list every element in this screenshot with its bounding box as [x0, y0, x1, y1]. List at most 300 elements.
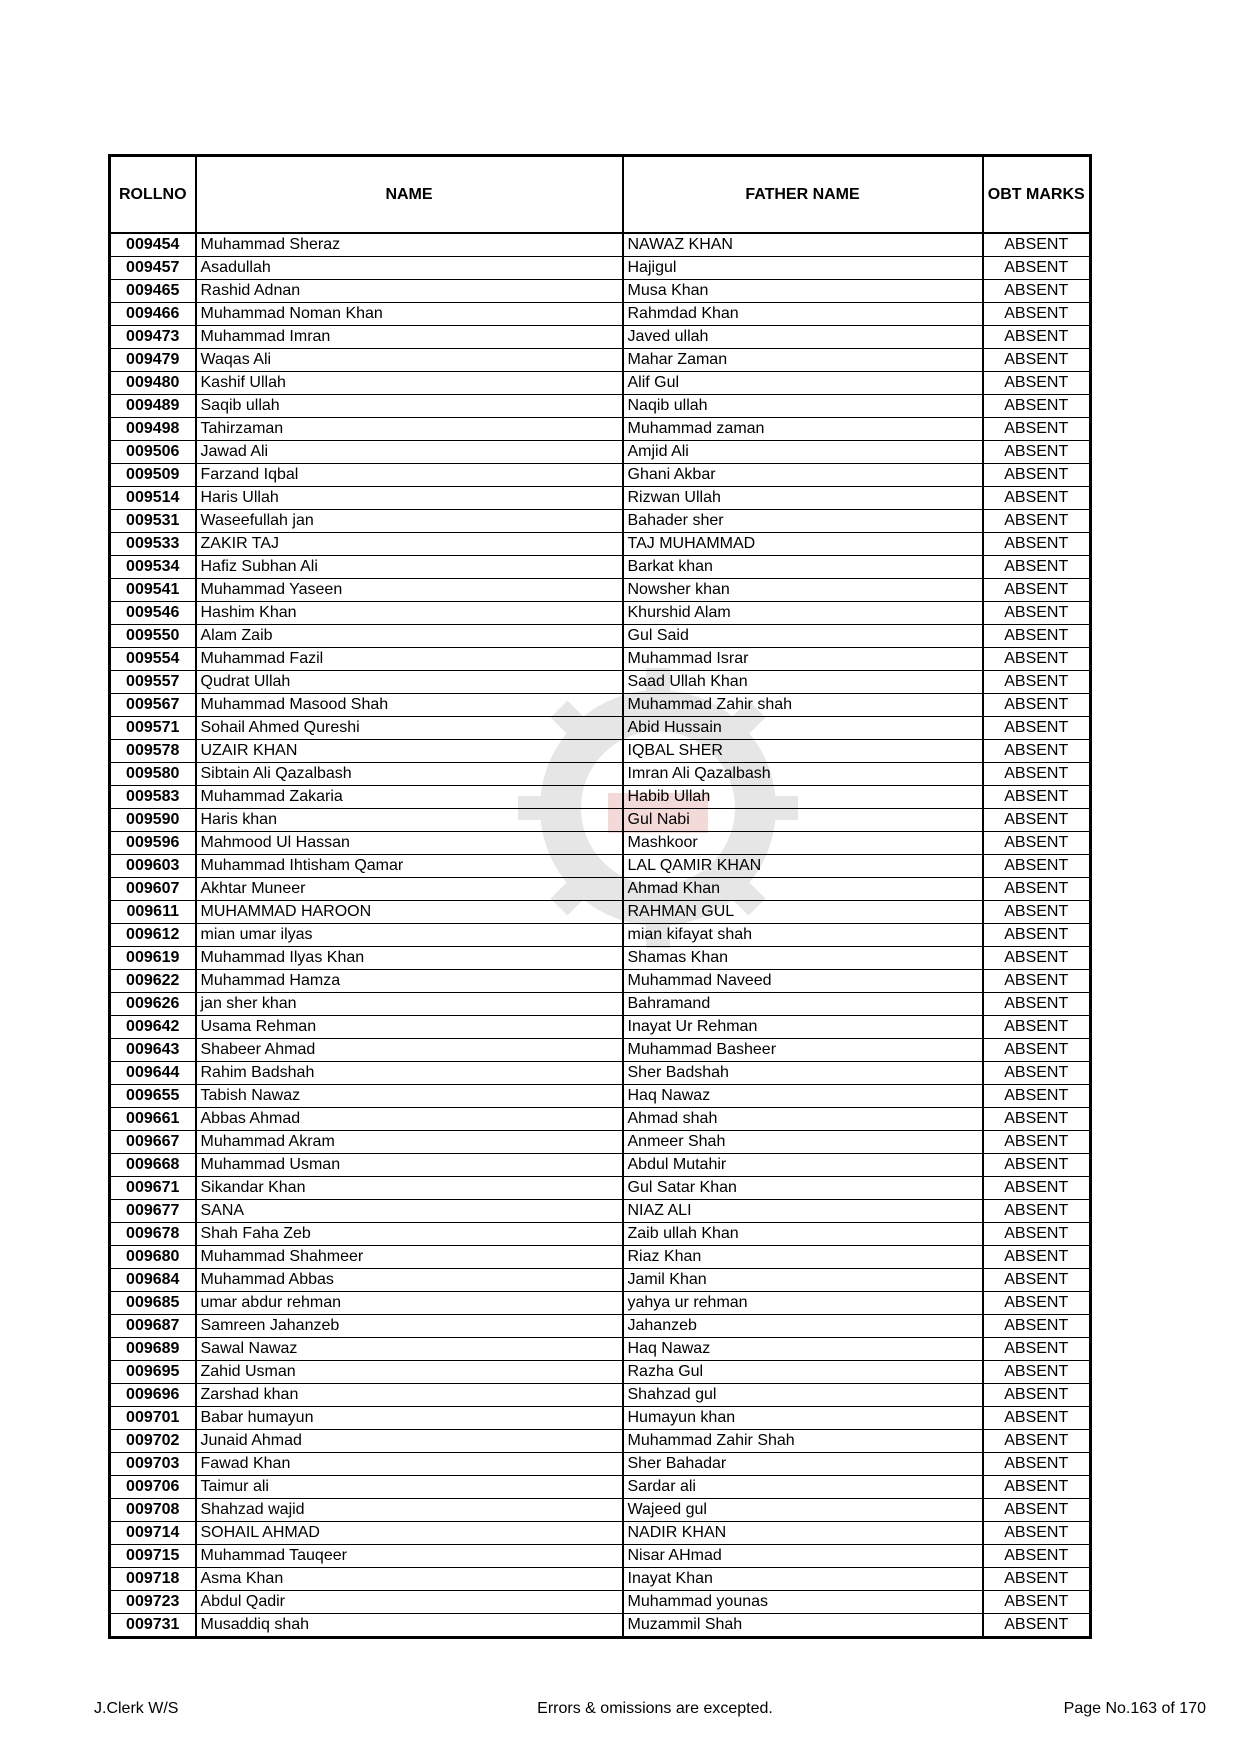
roll-no-cell: 009509: [110, 464, 196, 487]
father-name-cell: Habib Ullah: [623, 786, 983, 809]
table-row: [110, 1039, 1091, 1062]
student-name-cell: Hashim Khan: [196, 602, 623, 625]
table-row: [110, 1131, 1091, 1154]
table-row: [110, 487, 1091, 510]
father-name-cell: Muhammad zaman: [623, 418, 983, 441]
obt-marks-cell: ABSENT: [983, 1016, 1091, 1039]
table-row: [110, 648, 1091, 671]
student-name-cell: Sohail Ahmed Qureshi: [196, 717, 623, 740]
obt-marks-cell: ABSENT: [983, 1154, 1091, 1177]
roll-no-cell: 009473: [110, 326, 196, 349]
roll-no-cell: 009498: [110, 418, 196, 441]
roll-no-cell: 009687: [110, 1315, 196, 1338]
obt-marks-cell: ABSENT: [983, 1177, 1091, 1200]
roll-no-cell: 009534: [110, 556, 196, 579]
obt-marks-cell: ABSENT: [983, 326, 1091, 349]
father-name-cell: Zaib ullah Khan: [623, 1223, 983, 1246]
table-row: [110, 924, 1091, 947]
obt-marks-cell: ABSENT: [983, 487, 1091, 510]
obt-marks-cell: ABSENT: [983, 1131, 1091, 1154]
roll-no-cell: 009715: [110, 1545, 196, 1568]
table-row: [110, 395, 1091, 418]
student-name-cell: Mahmood Ul Hassan: [196, 832, 623, 855]
student-name-cell: Muhammad Fazil: [196, 648, 623, 671]
header-obt-marks: OBT MARKS: [983, 156, 1091, 234]
table-row: [110, 1085, 1091, 1108]
table-row: [110, 1177, 1091, 1200]
table-row: [110, 326, 1091, 349]
table-row: [110, 464, 1091, 487]
father-name-cell: mian kifayat shah: [623, 924, 983, 947]
student-name-cell: Waseefullah jan: [196, 510, 623, 533]
student-name-cell: Jawad Ali: [196, 441, 623, 464]
obt-marks-cell: ABSENT: [983, 1591, 1091, 1614]
father-name-cell: Wajeed gul: [623, 1499, 983, 1522]
obt-marks-cell: ABSENT: [983, 740, 1091, 763]
roll-no-cell: 009723: [110, 1591, 196, 1614]
roll-no-cell: 009619: [110, 947, 196, 970]
father-name-cell: Abdul Mutahir: [623, 1154, 983, 1177]
roll-no-cell: 009506: [110, 441, 196, 464]
obt-marks-cell: ABSENT: [983, 1062, 1091, 1085]
table-row: [110, 1476, 1091, 1499]
student-name-cell: Asma Khan: [196, 1568, 623, 1591]
table-row: [110, 372, 1091, 395]
student-name-cell: Samreen Jahanzeb: [196, 1315, 623, 1338]
student-name-cell: Muhammad Zakaria: [196, 786, 623, 809]
father-name-cell: Sher Badshah: [623, 1062, 983, 1085]
student-name-cell: Taimur ali: [196, 1476, 623, 1499]
student-name-cell: Sawal Nawaz: [196, 1338, 623, 1361]
roll-no-cell: 009480: [110, 372, 196, 395]
father-name-cell: Ahmad shah: [623, 1108, 983, 1131]
father-name-cell: Naqib ullah: [623, 395, 983, 418]
roll-no-cell: 009703: [110, 1453, 196, 1476]
roll-no-cell: 009671: [110, 1177, 196, 1200]
roll-no-cell: 009622: [110, 970, 196, 993]
father-name-cell: Riaz Khan: [623, 1246, 983, 1269]
student-name-cell: Shah Faha Zeb: [196, 1223, 623, 1246]
father-name-cell: Anmeer Shah: [623, 1131, 983, 1154]
table-row: [110, 763, 1091, 786]
father-name-cell: Muhammad Zahir shah: [623, 694, 983, 717]
student-name-cell: umar abdur rehman: [196, 1292, 623, 1315]
father-name-cell: Abid Hussain: [623, 717, 983, 740]
roll-no-cell: 009465: [110, 280, 196, 303]
father-name-cell: Mahar Zaman: [623, 349, 983, 372]
table-row: [110, 1591, 1091, 1614]
table-row: [110, 441, 1091, 464]
father-name-cell: Inayat Khan: [623, 1568, 983, 1591]
father-name-cell: Gul Said: [623, 625, 983, 648]
roll-no-cell: 009567: [110, 694, 196, 717]
table-row: [110, 579, 1091, 602]
student-name-cell: Tabish Nawaz: [196, 1085, 623, 1108]
obt-marks-cell: ABSENT: [983, 1430, 1091, 1453]
obt-marks-cell: ABSENT: [983, 1476, 1091, 1499]
student-name-cell: Alam Zaib: [196, 625, 623, 648]
father-name-cell: Bahader sher: [623, 510, 983, 533]
student-name-cell: Haris khan: [196, 809, 623, 832]
father-name-cell: Alif Gul: [623, 372, 983, 395]
roll-no-cell: 009603: [110, 855, 196, 878]
father-name-cell: Nisar AHmad: [623, 1545, 983, 1568]
obt-marks-cell: ABSENT: [983, 395, 1091, 418]
father-name-cell: RAHMAN GUL: [623, 901, 983, 924]
table-row: [110, 1269, 1091, 1292]
student-name-cell: Zarshad khan: [196, 1384, 623, 1407]
table-row: [110, 1338, 1091, 1361]
roll-no-cell: 009514: [110, 487, 196, 510]
student-name-cell: Muhammad Sheraz: [196, 233, 623, 257]
table-row: [110, 1200, 1091, 1223]
table-row: [110, 510, 1091, 533]
student-name-cell: Fawad Khan: [196, 1453, 623, 1476]
obt-marks-cell: ABSENT: [983, 1614, 1091, 1638]
footer-page-number: Page No.163 of 170: [1063, 1700, 1206, 1717]
father-name-cell: Gul Satar Khan: [623, 1177, 983, 1200]
student-name-cell: Shahzad wajid: [196, 1499, 623, 1522]
roll-no-cell: 009696: [110, 1384, 196, 1407]
obt-marks-cell: ABSENT: [983, 1499, 1091, 1522]
table-row: [110, 1108, 1091, 1131]
student-name-cell: jan sher khan: [196, 993, 623, 1016]
table-row: [110, 740, 1091, 763]
table-row: [110, 280, 1091, 303]
obt-marks-cell: ABSENT: [983, 510, 1091, 533]
obt-marks-cell: ABSENT: [983, 1338, 1091, 1361]
father-name-cell: Bahramand: [623, 993, 983, 1016]
table-row: [110, 1246, 1091, 1269]
student-name-cell: Musaddiq shah: [196, 1614, 623, 1638]
student-name-cell: Abdul Qadir: [196, 1591, 623, 1614]
father-name-cell: Muhammad Zahir Shah: [623, 1430, 983, 1453]
roll-no-cell: 009689: [110, 1338, 196, 1361]
obt-marks-cell: ABSENT: [983, 947, 1091, 970]
student-name-cell: mian umar ilyas: [196, 924, 623, 947]
student-name-cell: Muhammad Noman Khan: [196, 303, 623, 326]
obt-marks-cell: ABSENT: [983, 1085, 1091, 1108]
student-name-cell: Muhammad Usman: [196, 1154, 623, 1177]
roll-no-cell: 009680: [110, 1246, 196, 1269]
obt-marks-cell: ABSENT: [983, 1039, 1091, 1062]
roll-no-cell: 009533: [110, 533, 196, 556]
student-name-cell: MUHAMMAD HAROON: [196, 901, 623, 924]
father-name-cell: Shamas Khan: [623, 947, 983, 970]
obt-marks-cell: ABSENT: [983, 717, 1091, 740]
student-name-cell: Muhammad Masood Shah: [196, 694, 623, 717]
roll-no-cell: 009596: [110, 832, 196, 855]
father-name-cell: Shahzad gul: [623, 1384, 983, 1407]
student-name-cell: SANA: [196, 1200, 623, 1223]
father-name-cell: Muhammad Israr: [623, 648, 983, 671]
student-name-cell: Shabeer Ahmad: [196, 1039, 623, 1062]
table-body: [110, 233, 1091, 1638]
father-name-cell: Sardar ali: [623, 1476, 983, 1499]
student-name-cell: Muhammad Yaseen: [196, 579, 623, 602]
father-name-cell: Haq Nawaz: [623, 1085, 983, 1108]
roll-no-cell: 009550: [110, 625, 196, 648]
header-row: [110, 156, 1091, 234]
roll-no-cell: 009611: [110, 901, 196, 924]
obt-marks-cell: ABSENT: [983, 1384, 1091, 1407]
student-name-cell: Akhtar Muneer: [196, 878, 623, 901]
obt-marks-cell: ABSENT: [983, 1269, 1091, 1292]
father-name-cell: Gul Nabi: [623, 809, 983, 832]
roll-no-cell: 009714: [110, 1522, 196, 1545]
obt-marks-cell: ABSENT: [983, 1246, 1091, 1269]
father-name-cell: Khurshid Alam: [623, 602, 983, 625]
roll-no-cell: 009590: [110, 809, 196, 832]
roll-no-cell: 009531: [110, 510, 196, 533]
student-name-cell: Zahid Usman: [196, 1361, 623, 1384]
table-row: [110, 947, 1091, 970]
roll-no-cell: 009454: [110, 233, 196, 257]
student-name-cell: Muhammad Imran: [196, 326, 623, 349]
obt-marks-cell: ABSENT: [983, 832, 1091, 855]
roll-no-cell: 009479: [110, 349, 196, 372]
table-row: [110, 1453, 1091, 1476]
roll-no-cell: 009731: [110, 1614, 196, 1638]
roll-no-cell: 009571: [110, 717, 196, 740]
table-row: [110, 878, 1091, 901]
table-row: [110, 625, 1091, 648]
obt-marks-cell: ABSENT: [983, 786, 1091, 809]
student-name-cell: Sibtain Ali Qazalbash: [196, 763, 623, 786]
roll-no-cell: 009667: [110, 1131, 196, 1154]
table-row: [110, 1545, 1091, 1568]
father-name-cell: Musa Khan: [623, 280, 983, 303]
table-row: [110, 1499, 1091, 1522]
table-row: [110, 1568, 1091, 1591]
obt-marks-cell: ABSENT: [983, 1292, 1091, 1315]
table-row: [110, 671, 1091, 694]
obt-marks-cell: ABSENT: [983, 556, 1091, 579]
footer-disclaimer: Errors & omissions are excepted.: [537, 1700, 773, 1717]
student-name-cell: Babar humayun: [196, 1407, 623, 1430]
obt-marks-cell: ABSENT: [983, 372, 1091, 395]
obt-marks-cell: ABSENT: [983, 233, 1091, 257]
table-row: [110, 901, 1091, 924]
father-name-cell: Saad Ullah Khan: [623, 671, 983, 694]
roll-no-cell: 009578: [110, 740, 196, 763]
roll-no-cell: 009684: [110, 1269, 196, 1292]
obt-marks-cell: ABSENT: [983, 1315, 1091, 1338]
table-row: [110, 349, 1091, 372]
roll-no-cell: 009557: [110, 671, 196, 694]
father-name-cell: Muzammil Shah: [623, 1614, 983, 1638]
student-name-cell: Hafiz Subhan Ali: [196, 556, 623, 579]
father-name-cell: Muhammad Basheer: [623, 1039, 983, 1062]
father-name-cell: Ahmad Khan: [623, 878, 983, 901]
father-name-cell: Barkat khan: [623, 556, 983, 579]
roll-no-cell: 009457: [110, 257, 196, 280]
father-name-cell: Inayat Ur Rehman: [623, 1016, 983, 1039]
obt-marks-cell: ABSENT: [983, 970, 1091, 993]
father-name-cell: Sher Bahadar: [623, 1453, 983, 1476]
table-row: [110, 233, 1091, 257]
student-name-cell: Rashid Adnan: [196, 280, 623, 303]
roll-no-cell: 009655: [110, 1085, 196, 1108]
obt-marks-cell: ABSENT: [983, 694, 1091, 717]
obt-marks-cell: ABSENT: [983, 625, 1091, 648]
father-name-cell: LAL QAMIR KHAN: [623, 855, 983, 878]
obt-marks-cell: ABSENT: [983, 418, 1091, 441]
table-row: [110, 1384, 1091, 1407]
roll-no-cell: 009718: [110, 1568, 196, 1591]
roll-no-cell: 009580: [110, 763, 196, 786]
obt-marks-cell: ABSENT: [983, 441, 1091, 464]
obt-marks-cell: ABSENT: [983, 257, 1091, 280]
roll-no-cell: 009685: [110, 1292, 196, 1315]
father-name-cell: NAWAZ KHAN: [623, 233, 983, 257]
table-row: [110, 533, 1091, 556]
roll-no-cell: 009695: [110, 1361, 196, 1384]
student-name-cell: Abbas Ahmad: [196, 1108, 623, 1131]
student-name-cell: Muhammad Tauqeer: [196, 1545, 623, 1568]
obt-marks-cell: ABSENT: [983, 671, 1091, 694]
student-name-cell: Junaid Ahmad: [196, 1430, 623, 1453]
father-name-cell: Rahmdad Khan: [623, 303, 983, 326]
obt-marks-cell: ABSENT: [983, 1407, 1091, 1430]
father-name-cell: Humayun khan: [623, 1407, 983, 1430]
header-name: NAME: [196, 156, 623, 234]
father-name-cell: Muhammad younas: [623, 1591, 983, 1614]
roll-no-cell: 009668: [110, 1154, 196, 1177]
roll-no-cell: 009706: [110, 1476, 196, 1499]
roll-no-cell: 009612: [110, 924, 196, 947]
table-row: [110, 970, 1091, 993]
obt-marks-cell: ABSENT: [983, 1545, 1091, 1568]
obt-marks-cell: ABSENT: [983, 280, 1091, 303]
obt-marks-cell: ABSENT: [983, 1200, 1091, 1223]
obt-marks-cell: ABSENT: [983, 1361, 1091, 1384]
student-name-cell: Waqas Ali: [196, 349, 623, 372]
table-row: [110, 556, 1091, 579]
roll-no-cell: 009489: [110, 395, 196, 418]
table-row: [110, 993, 1091, 1016]
roll-no-cell: 009677: [110, 1200, 196, 1223]
student-name-cell: Sikandar Khan: [196, 1177, 623, 1200]
obt-marks-cell: ABSENT: [983, 602, 1091, 625]
obt-marks-cell: ABSENT: [983, 1223, 1091, 1246]
student-name-cell: Saqib ullah: [196, 395, 623, 418]
father-name-cell: Jamil Khan: [623, 1269, 983, 1292]
student-name-cell: Kashif Ullah: [196, 372, 623, 395]
obt-marks-cell: ABSENT: [983, 1568, 1091, 1591]
results-table: [108, 154, 1092, 1639]
table-row: [110, 418, 1091, 441]
father-name-cell: Javed ullah: [623, 326, 983, 349]
roll-no-cell: 009466: [110, 303, 196, 326]
student-name-cell: Usama Rehman: [196, 1016, 623, 1039]
obt-marks-cell: ABSENT: [983, 901, 1091, 924]
student-name-cell: SOHAIL AHMAD: [196, 1522, 623, 1545]
student-name-cell: UZAIR KHAN: [196, 740, 623, 763]
table-row: [110, 602, 1091, 625]
table-row: [110, 832, 1091, 855]
obt-marks-cell: ABSENT: [983, 763, 1091, 786]
father-name-cell: Hajigul: [623, 257, 983, 280]
table-row: [110, 786, 1091, 809]
roll-no-cell: 009607: [110, 878, 196, 901]
table-row: [110, 717, 1091, 740]
footer-clerk: J.Clerk W/S: [94, 1700, 179, 1717]
father-name-cell: Nowsher khan: [623, 579, 983, 602]
table-row: [110, 855, 1091, 878]
table-row: [110, 1016, 1091, 1039]
obt-marks-cell: ABSENT: [983, 1453, 1091, 1476]
table-row: [110, 1361, 1091, 1384]
father-name-cell: IQBAL SHER: [623, 740, 983, 763]
roll-no-cell: 009541: [110, 579, 196, 602]
roll-no-cell: 009644: [110, 1062, 196, 1085]
student-name-cell: Muhammad Abbas: [196, 1269, 623, 1292]
student-name-cell: Muhammad Hamza: [196, 970, 623, 993]
obt-marks-cell: ABSENT: [983, 809, 1091, 832]
obt-marks-cell: ABSENT: [983, 878, 1091, 901]
table-row: [110, 1223, 1091, 1246]
table-row: [110, 1614, 1091, 1638]
obt-marks-cell: ABSENT: [983, 349, 1091, 372]
roll-no-cell: 009702: [110, 1430, 196, 1453]
table-row: [110, 1315, 1091, 1338]
father-name-cell: Mashkoor: [623, 832, 983, 855]
table-row: [110, 809, 1091, 832]
father-name-cell: NIAZ ALI: [623, 1200, 983, 1223]
roll-no-cell: 009626: [110, 993, 196, 1016]
table-row: [110, 694, 1091, 717]
obt-marks-cell: ABSENT: [983, 579, 1091, 602]
table-row: [110, 1062, 1091, 1085]
father-name-cell: yahya ur rehman: [623, 1292, 983, 1315]
obt-marks-cell: ABSENT: [983, 855, 1091, 878]
table-row: [110, 303, 1091, 326]
roll-no-cell: 009643: [110, 1039, 196, 1062]
father-name-cell: Rizwan Ullah: [623, 487, 983, 510]
table-row: [110, 1430, 1091, 1453]
father-name-cell: Amjid Ali: [623, 441, 983, 464]
father-name-cell: Muhammad Naveed: [623, 970, 983, 993]
table-row: [110, 1292, 1091, 1315]
student-name-cell: Muhammad Akram: [196, 1131, 623, 1154]
obt-marks-cell: ABSENT: [983, 993, 1091, 1016]
father-name-cell: Razha Gul: [623, 1361, 983, 1384]
roll-no-cell: 009642: [110, 1016, 196, 1039]
roll-no-cell: 009554: [110, 648, 196, 671]
table-row: [110, 1522, 1091, 1545]
header-father-name: FATHER NAME: [623, 156, 983, 234]
obt-marks-cell: ABSENT: [983, 533, 1091, 556]
father-name-cell: Haq Nawaz: [623, 1338, 983, 1361]
student-name-cell: Rahim Badshah: [196, 1062, 623, 1085]
father-name-cell: Jahanzeb: [623, 1315, 983, 1338]
student-name-cell: ZAKIR TAJ: [196, 533, 623, 556]
father-name-cell: NADIR KHAN: [623, 1522, 983, 1545]
obt-marks-cell: ABSENT: [983, 1522, 1091, 1545]
obt-marks-cell: ABSENT: [983, 303, 1091, 326]
student-name-cell: Qudrat Ullah: [196, 671, 623, 694]
student-name-cell: Haris Ullah: [196, 487, 623, 510]
father-name-cell: Ghani Akbar: [623, 464, 983, 487]
student-name-cell: Muhammad Shahmeer: [196, 1246, 623, 1269]
student-name-cell: Muhammad Ilyas Khan: [196, 947, 623, 970]
obt-marks-cell: ABSENT: [983, 464, 1091, 487]
student-name-cell: Muhammad Ihtisham Qamar: [196, 855, 623, 878]
father-name-cell: TAJ MUHAMMAD: [623, 533, 983, 556]
obt-marks-cell: ABSENT: [983, 648, 1091, 671]
roll-no-cell: 009583: [110, 786, 196, 809]
